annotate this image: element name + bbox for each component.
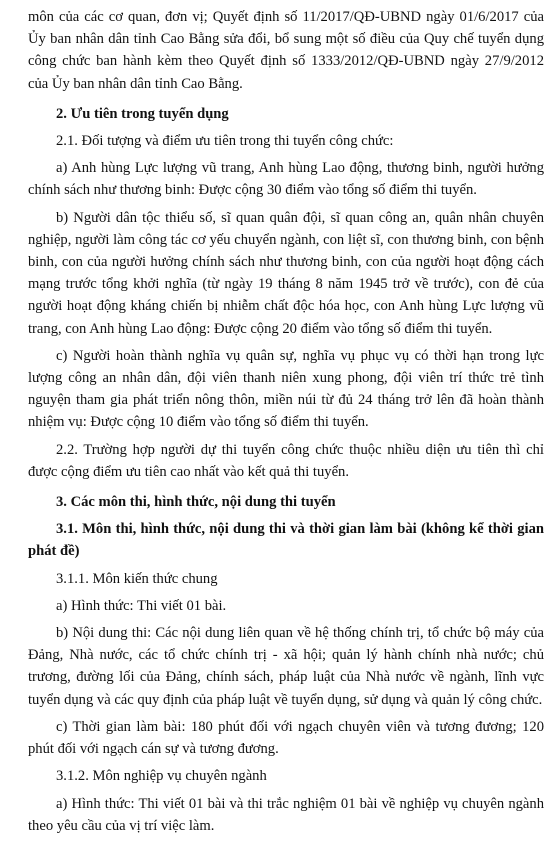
heading-section-2: 2. Ưu tiên trong tuyển dụng: [56, 105, 229, 122]
paragraph-3-1-1-a: a) Hình thức: Thi viết 01 bài.: [56, 597, 227, 614]
paragraph-3-1-2-a: a) Hình thức: Thi viết 01 bài và thi trắc nghiệm 01 bài về nghiệp vụ chuyên ngành theo yêu cầu của vị trí việc làm.: [28, 795, 544, 834]
paragraph-3-1-1-b: b) Nội dung thi: Các nội dung liên quan về hệ thống chính trị, tổ chức bộ máy của Đảng, Nhà nước, các tổ chức chính trị - xã hội; quản lý hành chính nhà nước; chủ trương, đường lối của Đảng, chính sách, pháp luật của Nhà nước về ngành, lĩnh vực tuyển dụng và các quy định của pháp luật về tuyển dụng, sử dụng và quản lý công chức.: [28, 625, 544, 708]
heading-section-3: 3. Các môn thi, hình thức, nội dung thi tuyển: [56, 494, 336, 511]
paragraph-2-1: 2.1. Đối tượng và điểm ưu tiên trong thi tuyển công chức:: [56, 133, 394, 150]
paragraph-2-1-c: c) Người hoàn thành nghĩa vụ quân sự, nghĩa vụ phục vụ có thời hạn trong lực lượng công an nhân dân, đội viên thanh niên xung phong, đội viên trí thức trẻ tình nguyện tham gia phát triển nông thôn, miền núi từ đủ 24 tháng trở lên đã hoàn thành nhiệm vụ: Được cộng 10 điểm vào tổng số điểm thi tuyển.: [28, 347, 544, 431]
paragraph-2-1-b: b) Người dân tộc thiểu số, sĩ quan quân đội, sĩ quan công an, quân nhân chuyên nghiệp, người làm công tác cơ yếu chuyển ngành, con liệt sĩ, con thương binh, con bệnh binh, con của người hưởng chính sách như thương binh, con của người hoạt động cách mạng trước tổng khởi nghĩa (từ ngày 19 tháng 8 năm 1945 trở về trước), con đẻ của người hoạt động kháng chiến bị nhiễm chất độc hóa học, con Anh hùng Lực lượng vũ trang, con Anh hùng Lao động: Được cộng 20 điểm vào tổng số điểm thi tuyển.: [28, 209, 544, 337]
heading-section-3-1: 3.1. Môn thi, hình thức, nội dung thi và thời gian làm bài (không kể thời gian phát đề): [28, 521, 544, 560]
document-page: [28, 6, 544, 837]
paragraph-3-1-1-c: c) Thời gian làm bài: 180 phút đối với ngạch chuyên viên và tương đương; 120 phút đối với ngạch cán sự và tương đương.: [28, 718, 544, 758]
paragraph-3-1-2: 3.1.2. Môn nghiệp vụ chuyên ngành: [56, 768, 267, 785]
paragraph-2-1-a: a) Anh hùng Lực lượng vũ trang, Anh hùng Lao động, thương binh, người hưởng chính sách như thương binh: Được cộng 30 điểm vào tổng số điểm thi tuyển.: [28, 160, 544, 199]
paragraph-2-2: 2.2. Trường hợp người dự thi tuyển công chức thuộc nhiều diện ưu tiên thì chỉ được cộng điểm ưu tiên cao nhất vào kết quả thi tuyển.: [28, 441, 544, 480]
paragraph-3-1-1: 3.1.1. Môn kiến thức chung: [56, 570, 218, 587]
paragraph-legal-basis: môn của các cơ quan, đơn vị; Quyết định số 11/2017/QĐ-UBND ngày 01/6/2017 của Ủy ban nhân dân tỉnh Cao Bằng sửa đổi, bổ sung một số điều của Quy chế tuyển dụng công chức ban hành kèm theo Quyết định số 1333/2012/QĐ-UBND ngày 27/9/2012 của Ủy ban nhân dân tỉnh Cao Bằng.: [28, 9, 544, 92]
